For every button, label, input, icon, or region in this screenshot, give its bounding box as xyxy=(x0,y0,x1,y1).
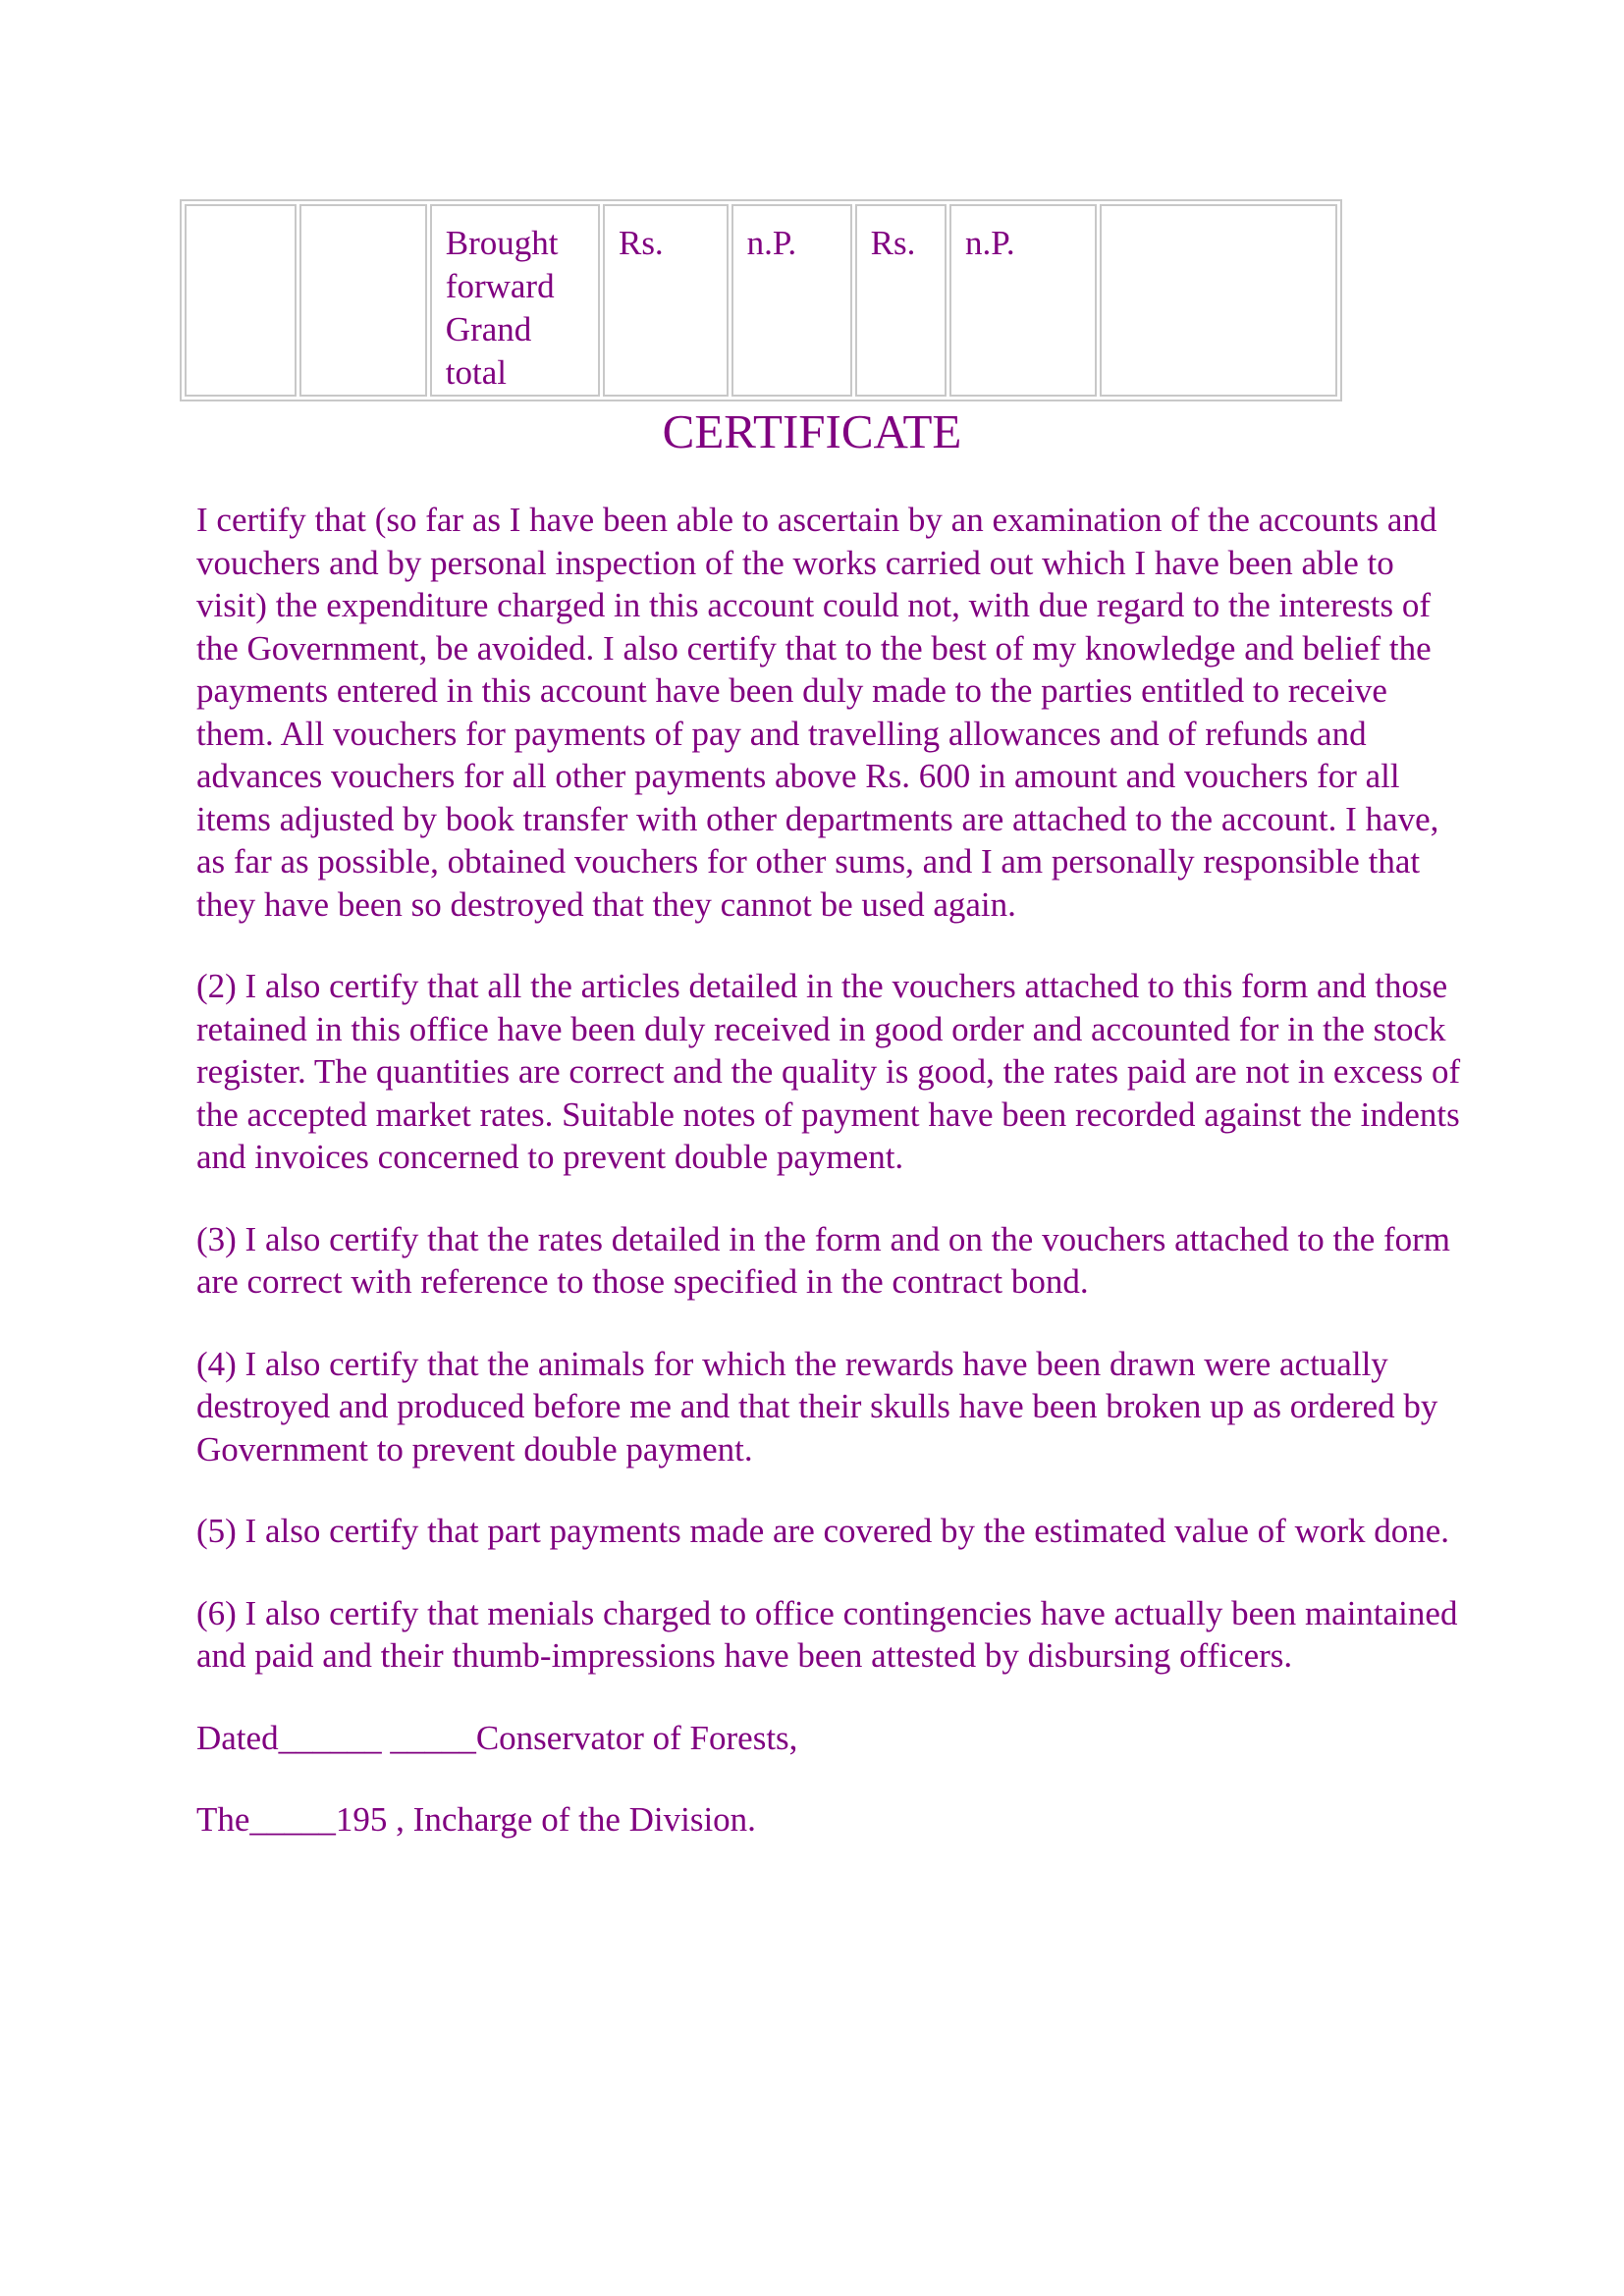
certificate-paragraph-3: (3) I also certify that the rates detailed in the form and on the vouchers attached to the form are correct with reference to those specified in the contract bond. xyxy=(196,1219,1451,1301)
certificate-paragraph-6: (6) I also certify that menials charged to office contingencies have actually been maintained and paid and their thumb-impressions have been attested by disbursing officers. xyxy=(196,1593,1458,1675)
certificate-paragraph-5: (5) I also certify that part payments made are covered by the estimated value of work done. xyxy=(196,1512,1450,1550)
division-line: The_____195 , Incharge of the Division. xyxy=(196,1800,756,1839)
certificate-body xyxy=(196,499,1463,1881)
certificate-title: CERTIFICATE xyxy=(662,404,962,458)
table-cell-8 xyxy=(1100,204,1337,397)
table-cell-2 xyxy=(299,204,427,397)
brought-forward-table xyxy=(180,199,1342,401)
dated-signature-line: Dated______ _____Conservator of Forests, xyxy=(196,1718,798,1757)
table-cell-1 xyxy=(185,204,297,397)
certificate-paragraph-4: (4) I also certify that the animals for which the rewards have been drawn were actually destroyed and produced before me and that their skulls have been broken up as ordered by Government to prevent double payment. xyxy=(196,1344,1438,1468)
table-row xyxy=(185,204,1337,397)
certificate-paragraph-1: I certify that (so far as I have been able to ascertain by an examination of the accounts and vouchers and by personal inspection of the works carried out which I have been able to visit) the expenditure charged in this account could not, with due regard to the interests of the Government, be avoided. I also certify that to the best of my knowledge and belief the payments entered in this account have been duly made to the parties entitled to receive them. All vouchers for payments of pay and travelling allowances and of refunds and advances vouchers for all other payments above Rs. 600 in amount and vouchers for all items adjusted by book transfer with other departments are attached to the account. I have, as far as possible, obtained vouchers for other sums, and I am personally responsible that they have been so destroyed that they cannot be used again. xyxy=(196,501,1439,924)
table-cell-np-2: n.P. xyxy=(949,204,1097,397)
table-cell-rs-1: Rs. xyxy=(603,204,729,397)
certificate-paragraph-2: (2) I also certify that all the articles detailed in the vouchers attached to this form and those retained in this office have been duly received in good order and accounted for in the stock register. The quantities are correct and the quality is good, the rates paid are not in excess of the accepted market rates. Suitable notes of payment have been recorded against the indents and invoices concerned to prevent double payment. xyxy=(196,967,1461,1176)
table-cell-rs-2: Rs. xyxy=(855,204,947,397)
table-cell-np-1: n.P. xyxy=(731,204,852,397)
table-cell-description: Brought forward Grand total xyxy=(430,204,600,397)
